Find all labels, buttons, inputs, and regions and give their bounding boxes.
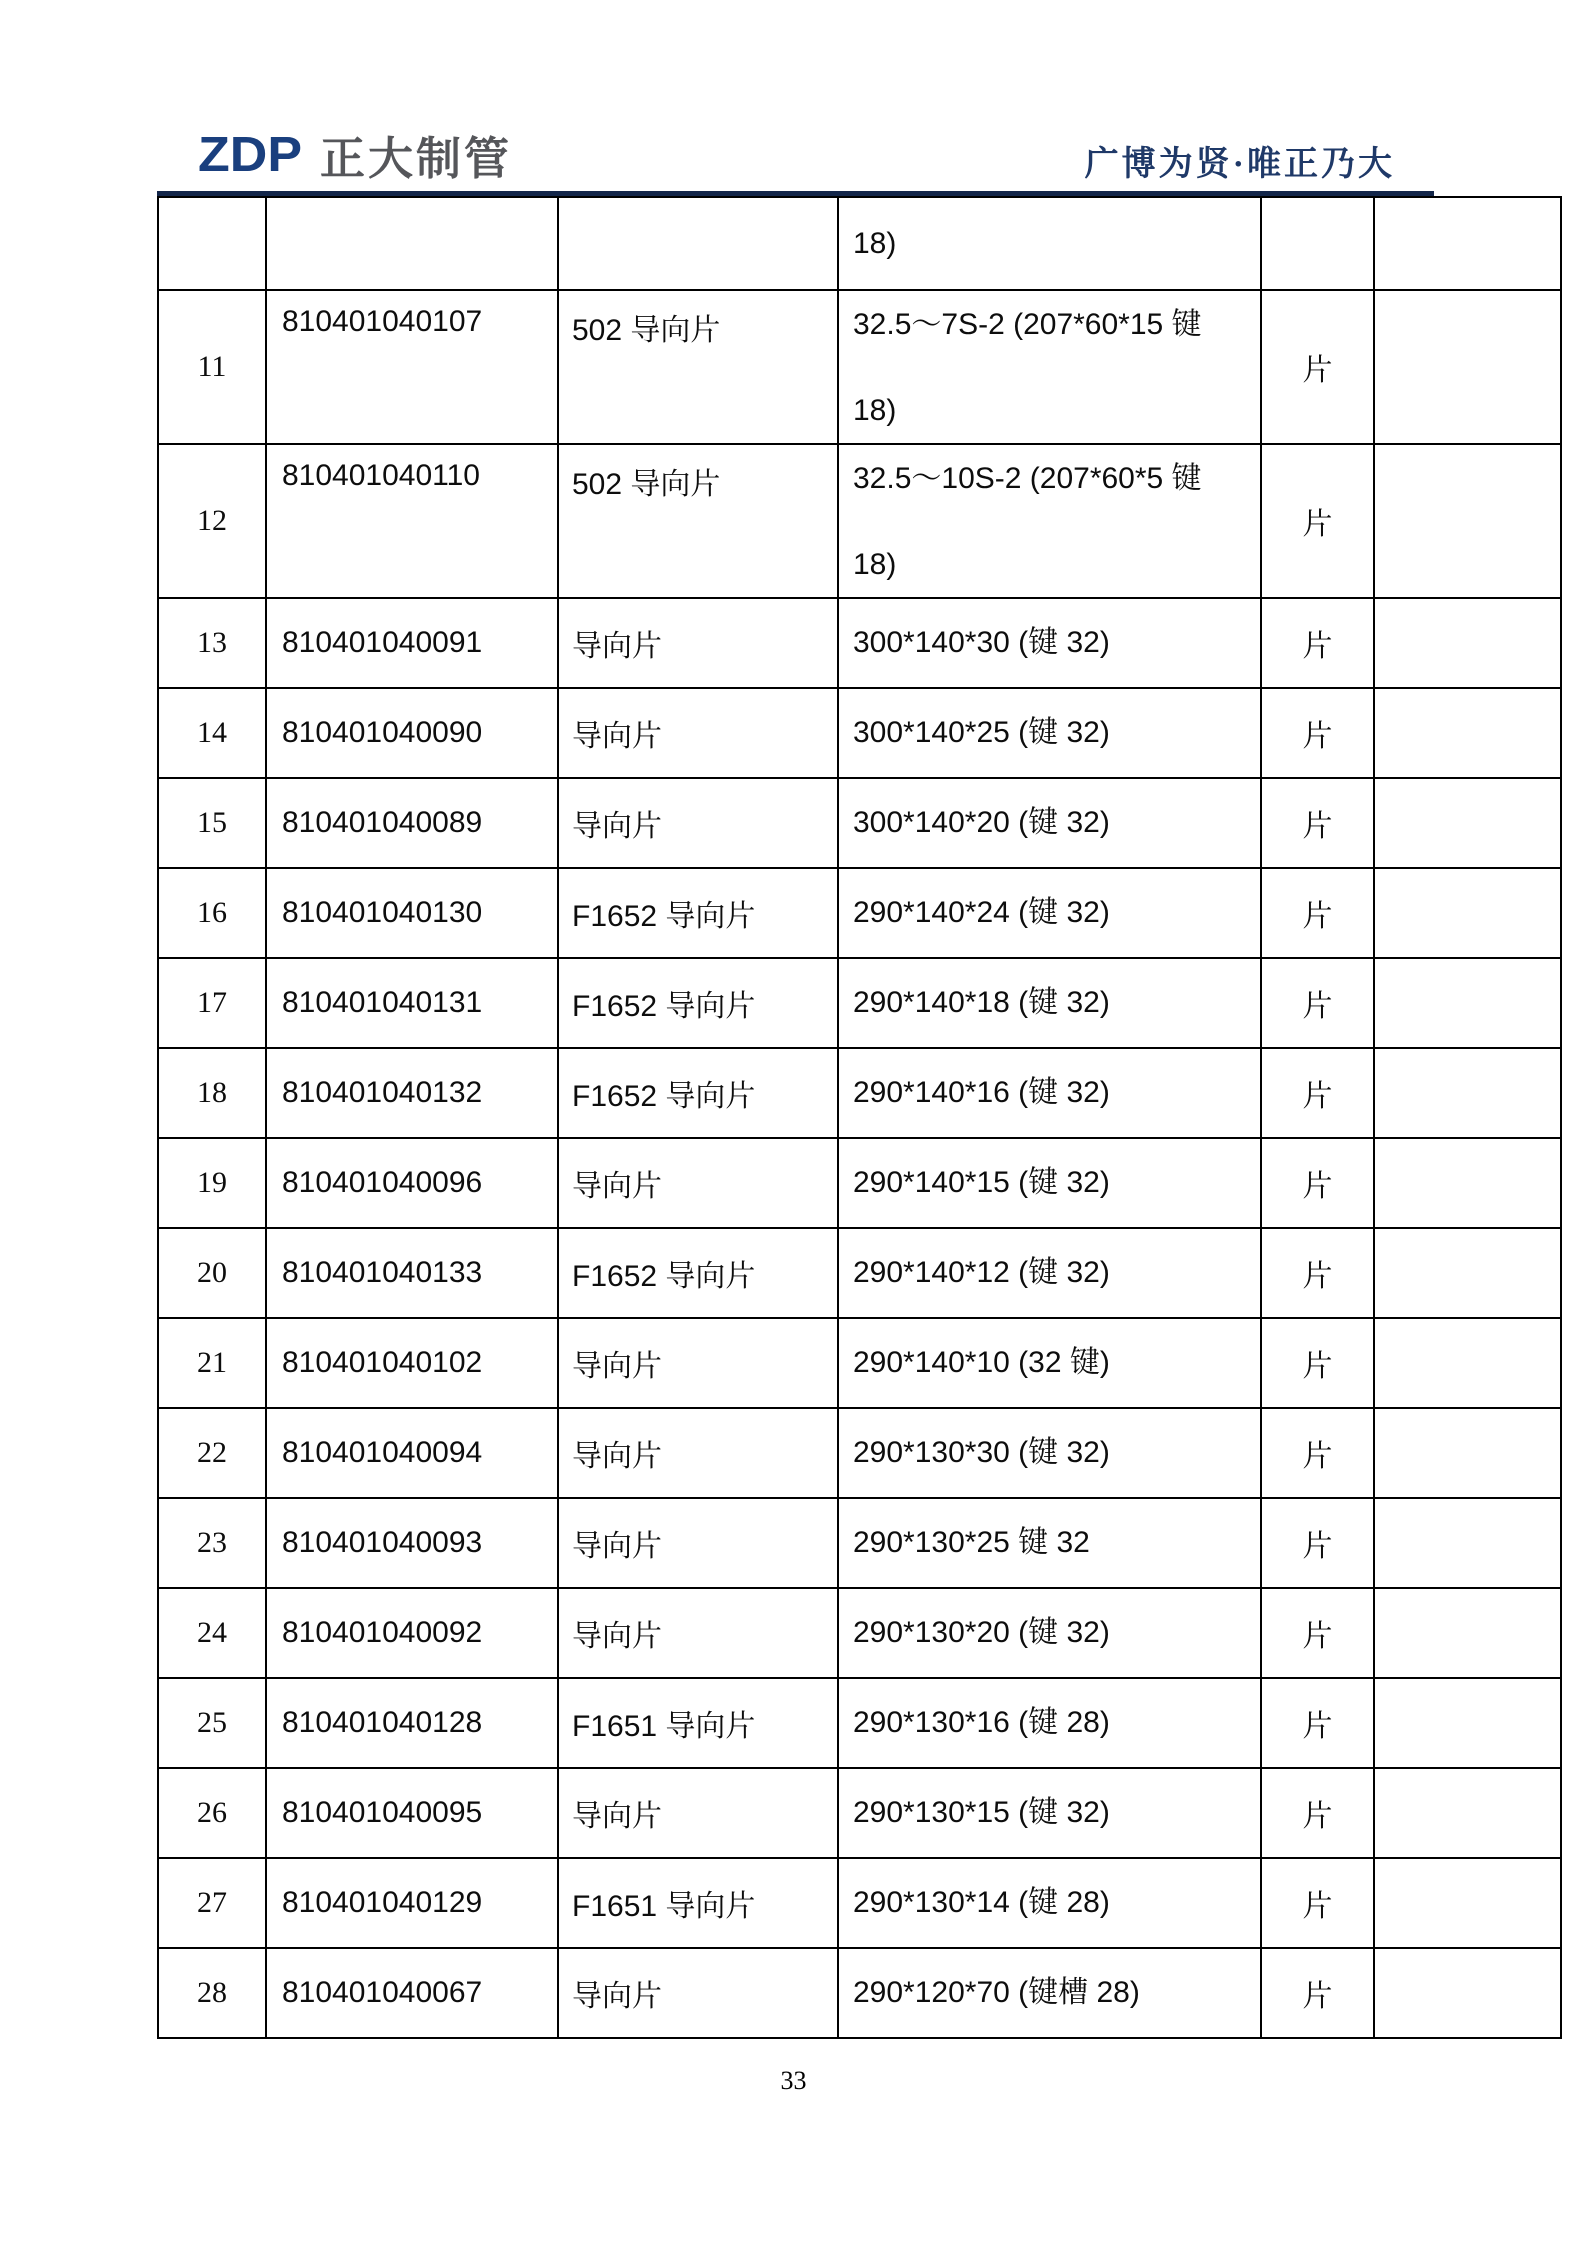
unit-cell: 片 bbox=[1261, 1228, 1374, 1318]
row-number-cell: 15 bbox=[158, 778, 266, 868]
part-code-cell: 810401040110 bbox=[266, 444, 558, 598]
parts-table bbox=[157, 196, 1562, 2039]
row-number-cell: 27 bbox=[158, 1858, 266, 1948]
part-name-cell: 502 导向片 bbox=[558, 290, 838, 444]
spec-text bbox=[853, 1703, 1256, 1743]
part-code-cell: 810401040094 bbox=[266, 1408, 558, 1498]
unit-cell: 片 bbox=[1261, 1858, 1374, 1948]
carryover-row bbox=[158, 197, 1561, 290]
spec-cell bbox=[838, 444, 1261, 598]
unit-cell: 片 bbox=[1261, 868, 1374, 958]
table-row bbox=[158, 1768, 1561, 1858]
note-cell bbox=[1374, 1768, 1561, 1858]
note-cell bbox=[1374, 778, 1561, 868]
note-cell bbox=[1374, 1498, 1561, 1588]
unit-cell: 片 bbox=[1261, 1408, 1374, 1498]
part-code-cell: 810401040090 bbox=[266, 688, 558, 778]
part-code-cell: 810401040128 bbox=[266, 1678, 558, 1768]
spec-line-1: 32.5～7S-2 (207*60*15 键 bbox=[853, 308, 1202, 341]
spec-cell bbox=[838, 1768, 1261, 1858]
unit-cell: 片 bbox=[1261, 1318, 1374, 1408]
part-name-cell: 502 导向片 bbox=[558, 444, 838, 598]
part-name-cell: 导向片 bbox=[558, 1948, 838, 2038]
spec-text bbox=[853, 893, 1256, 933]
part-code-cell: 810401040133 bbox=[266, 1228, 558, 1318]
table-row bbox=[158, 1678, 1561, 1768]
spec-text bbox=[853, 623, 1256, 663]
unit-cell: 片 bbox=[1261, 444, 1374, 598]
part-name-cell: F1652 导向片 bbox=[558, 868, 838, 958]
table-row bbox=[158, 1948, 1561, 2038]
unit-cell: 片 bbox=[1261, 290, 1374, 444]
spec-text bbox=[853, 459, 1256, 585]
note-cell bbox=[1374, 1948, 1561, 2038]
table-row bbox=[158, 868, 1561, 958]
part-code-cell: 810401040107 bbox=[266, 290, 558, 444]
table-row bbox=[158, 1228, 1561, 1318]
part-name-cell: 导向片 bbox=[558, 1768, 838, 1858]
spec-cell bbox=[838, 1138, 1261, 1228]
note-cell bbox=[1374, 868, 1561, 958]
part-code-cell: 810401040089 bbox=[266, 778, 558, 868]
table-row bbox=[158, 688, 1561, 778]
spec-cell bbox=[838, 778, 1261, 868]
part-name-cell: 导向片 bbox=[558, 778, 838, 868]
note-cell bbox=[1374, 197, 1561, 290]
spec-cell bbox=[838, 1678, 1261, 1768]
unit-cell: 片 bbox=[1261, 1768, 1374, 1858]
spec-cell bbox=[838, 958, 1261, 1048]
spec-line-1: 290*130*20 (键 32) bbox=[853, 1616, 1110, 1649]
note-cell bbox=[1374, 444, 1561, 598]
spec-text bbox=[853, 1523, 1256, 1563]
note-cell bbox=[1374, 688, 1561, 778]
spec-text bbox=[853, 1793, 1256, 1833]
part-name-cell: F1652 导向片 bbox=[558, 1048, 838, 1138]
unit-cell: 片 bbox=[1261, 1678, 1374, 1768]
row-number-cell: 13 bbox=[158, 598, 266, 688]
spec-cell bbox=[838, 1318, 1261, 1408]
spec-line-1: 290*120*70 (键槽 28) bbox=[853, 1976, 1140, 2009]
spec-line-1: 32.5～10S-2 (207*60*5 键 bbox=[853, 462, 1202, 495]
note-cell bbox=[1374, 1678, 1561, 1768]
part-code-cell: 810401040096 bbox=[266, 1138, 558, 1228]
spec-line-1: 290*130*30 (键 32) bbox=[853, 1436, 1110, 1469]
spec-text bbox=[853, 1073, 1256, 1113]
part-name-cell: 导向片 bbox=[558, 688, 838, 778]
spec-text bbox=[853, 1343, 1256, 1383]
part-name-cell: F1651 导向片 bbox=[558, 1678, 838, 1768]
row-number-cell: 28 bbox=[158, 1948, 266, 2038]
row-number-cell: 16 bbox=[158, 868, 266, 958]
spec-text bbox=[853, 305, 1256, 431]
table-row bbox=[158, 1048, 1561, 1138]
spec-line-1: 300*140*25 (键 32) bbox=[853, 716, 1110, 749]
part-code-cell: 810401040102 bbox=[266, 1318, 558, 1408]
row-number-cell: 20 bbox=[158, 1228, 266, 1318]
spec-line-1: 290*140*18 (键 32) bbox=[853, 986, 1110, 1019]
table-row bbox=[158, 1408, 1561, 1498]
spec-text bbox=[853, 1163, 1256, 1203]
row-number-cell: 14 bbox=[158, 688, 266, 778]
table-row bbox=[158, 958, 1561, 1048]
part-code-cell bbox=[266, 197, 558, 290]
spec-cell bbox=[838, 1408, 1261, 1498]
part-code-cell: 810401040092 bbox=[266, 1588, 558, 1678]
spec-cell bbox=[838, 1228, 1261, 1318]
part-code-cell: 810401040132 bbox=[266, 1048, 558, 1138]
part-name-cell: F1652 导向片 bbox=[558, 958, 838, 1048]
table-row bbox=[158, 778, 1561, 868]
spec-text bbox=[853, 1883, 1256, 1923]
spec-cell bbox=[838, 1588, 1261, 1678]
table-row bbox=[158, 598, 1561, 688]
table-row bbox=[158, 1138, 1561, 1228]
parts-table-body bbox=[158, 197, 1561, 2038]
part-name-cell: 导向片 bbox=[558, 1588, 838, 1678]
part-name-cell: 导向片 bbox=[558, 1138, 838, 1228]
table-row bbox=[158, 1858, 1561, 1948]
spec-text bbox=[853, 1613, 1256, 1653]
row-number-cell: 17 bbox=[158, 958, 266, 1048]
unit-cell bbox=[1261, 197, 1374, 290]
table-row bbox=[158, 290, 1561, 444]
spec-line-1: 290*130*15 (键 32) bbox=[853, 1796, 1110, 1829]
spec-cell bbox=[838, 1858, 1261, 1948]
part-name-cell: 导向片 bbox=[558, 1498, 838, 1588]
row-number-cell: 25 bbox=[158, 1678, 266, 1768]
unit-cell: 片 bbox=[1261, 688, 1374, 778]
part-name-cell: 导向片 bbox=[558, 598, 838, 688]
unit-cell: 片 bbox=[1261, 598, 1374, 688]
spec-cell bbox=[838, 1048, 1261, 1138]
note-cell bbox=[1374, 1138, 1561, 1228]
note-cell bbox=[1374, 290, 1561, 444]
spec-cell bbox=[838, 688, 1261, 778]
part-code-cell: 810401040093 bbox=[266, 1498, 558, 1588]
unit-cell: 片 bbox=[1261, 1948, 1374, 2038]
note-cell bbox=[1374, 1048, 1561, 1138]
row-number-cell: 22 bbox=[158, 1408, 266, 1498]
note-cell bbox=[1374, 598, 1561, 688]
part-code-cell: 810401040131 bbox=[266, 958, 558, 1048]
spec-text bbox=[853, 1973, 1256, 2013]
spec-cell bbox=[838, 598, 1261, 688]
row-number-cell bbox=[158, 197, 266, 290]
unit-cell: 片 bbox=[1261, 958, 1374, 1048]
note-cell bbox=[1374, 1318, 1561, 1408]
row-number-cell: 21 bbox=[158, 1318, 266, 1408]
part-code-cell: 810401040095 bbox=[266, 1768, 558, 1858]
logo-zdp-text: ZDP bbox=[198, 126, 302, 183]
note-cell bbox=[1374, 1588, 1561, 1678]
unit-cell: 片 bbox=[1261, 1138, 1374, 1228]
spec-line-1: 290*130*14 (键 28) bbox=[853, 1886, 1110, 1919]
table-row bbox=[158, 1498, 1561, 1588]
spec-cell bbox=[838, 1498, 1261, 1588]
part-name-cell: 导向片 bbox=[558, 1318, 838, 1408]
row-number-cell: 11 bbox=[158, 290, 266, 444]
spec-line-1: 290*140*12 (键 32) bbox=[853, 1256, 1110, 1289]
note-cell bbox=[1374, 1858, 1561, 1948]
row-number-cell: 12 bbox=[158, 444, 266, 598]
part-name-cell: F1651 导向片 bbox=[558, 1858, 838, 1948]
part-code-cell: 810401040067 bbox=[266, 1948, 558, 2038]
spec-line-1: 290*140*10 (32 键) bbox=[853, 1346, 1110, 1379]
spec-cell bbox=[838, 197, 1261, 290]
row-number-cell: 24 bbox=[158, 1588, 266, 1678]
spec-line-1: 290*130*16 (键 28) bbox=[853, 1706, 1110, 1739]
spec-text bbox=[853, 983, 1256, 1023]
spec-line-1: 300*140*20 (键 32) bbox=[853, 806, 1110, 839]
spec-line-1: 300*140*30 (键 32) bbox=[853, 626, 1110, 659]
spec-text bbox=[853, 1433, 1256, 1473]
note-cell bbox=[1374, 1408, 1561, 1498]
part-name-cell: 导向片 bbox=[558, 1408, 838, 1498]
spec-line-1: 290*130*25 键 32 bbox=[853, 1526, 1090, 1559]
logo-company-name: 正大制管 bbox=[320, 133, 513, 184]
spec-line-1: 290*140*16 (键 32) bbox=[853, 1076, 1110, 1109]
unit-cell: 片 bbox=[1261, 1498, 1374, 1588]
spec-line-1: 290*140*15 (键 32) bbox=[853, 1166, 1110, 1199]
spec-line-2: 18) bbox=[853, 394, 897, 427]
spec-text bbox=[853, 1253, 1256, 1293]
row-number-cell: 19 bbox=[158, 1138, 266, 1228]
table-row bbox=[158, 1588, 1561, 1678]
part-code-cell: 810401040129 bbox=[266, 1858, 558, 1948]
part-code-cell: 810401040091 bbox=[266, 598, 558, 688]
unit-cell: 片 bbox=[1261, 778, 1374, 868]
spec-cell bbox=[838, 1948, 1261, 2038]
row-number-cell: 18 bbox=[158, 1048, 266, 1138]
row-number-cell: 23 bbox=[158, 1498, 266, 1588]
table-row bbox=[158, 1318, 1561, 1408]
spec-text bbox=[853, 713, 1256, 753]
spec-text bbox=[853, 803, 1256, 843]
company-logo bbox=[198, 122, 512, 187]
page-number: 33 bbox=[780, 2066, 807, 2095]
spec-cell bbox=[838, 868, 1261, 958]
row-number-cell: 26 bbox=[158, 1768, 266, 1858]
spec-cell bbox=[838, 290, 1261, 444]
note-cell bbox=[1374, 1228, 1561, 1318]
part-code-cell: 810401040130 bbox=[266, 868, 558, 958]
table-row bbox=[158, 444, 1561, 598]
note-cell bbox=[1374, 958, 1561, 1048]
header-motto: 广博为贤·唯正乃大 bbox=[1084, 146, 1395, 183]
part-name-cell: F1652 导向片 bbox=[558, 1228, 838, 1318]
spec-continuation-text: 18) bbox=[853, 226, 897, 260]
spec-line-1: 290*140*24 (键 32) bbox=[853, 896, 1110, 929]
spec-line-2: 18) bbox=[853, 548, 897, 581]
unit-cell: 片 bbox=[1261, 1588, 1374, 1678]
unit-cell: 片 bbox=[1261, 1048, 1374, 1138]
part-name-cell bbox=[558, 197, 838, 290]
